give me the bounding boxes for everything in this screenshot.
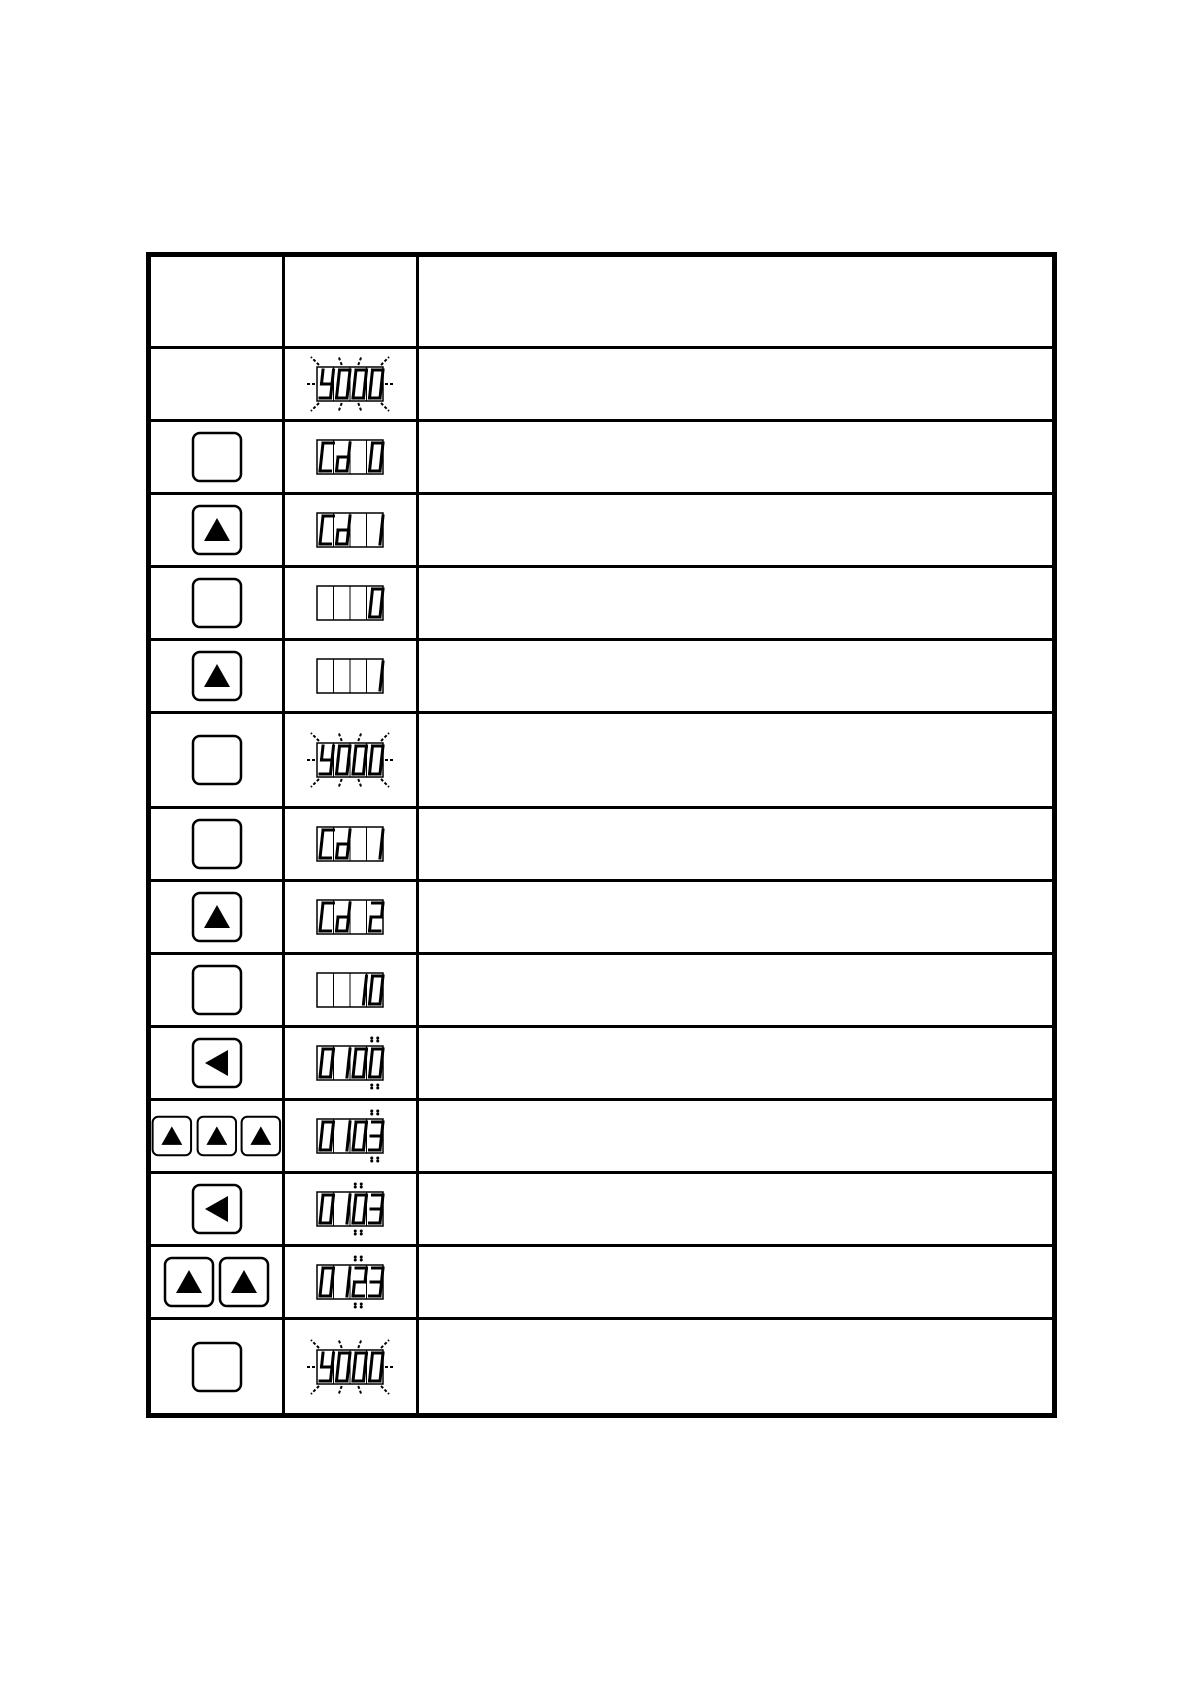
key-cell	[149, 494, 284, 567]
lcd-segment	[353, 1367, 355, 1381]
key-sequence	[151, 1341, 282, 1393]
up-arrow-key-icon	[218, 1256, 270, 1308]
lcd-segment	[365, 1195, 367, 1209]
lcd-segment	[320, 530, 322, 544]
lcd-segment	[365, 370, 367, 384]
digit-cursor-dot	[370, 1037, 373, 1040]
lcd-segment	[369, 603, 371, 617]
lcd-segment	[321, 746, 323, 760]
table-row	[149, 1246, 1055, 1319]
table-row	[149, 494, 1055, 567]
digit-cursor-dot	[359, 1230, 362, 1233]
blink-ray	[338, 1386, 341, 1394]
display-cell	[284, 1173, 418, 1246]
lcd-segment	[320, 1282, 322, 1296]
lcd-segment	[380, 990, 382, 1004]
key-cell	[149, 1319, 284, 1416]
procedure-table	[146, 252, 1057, 1418]
lcd-segment	[320, 1136, 322, 1150]
lcd-display	[303, 955, 399, 1025]
table-row	[149, 640, 1055, 713]
digit-cursor-dot	[376, 1110, 379, 1113]
lcd-segment	[320, 917, 322, 931]
lcd-segment	[381, 1195, 383, 1209]
lcd-segment	[380, 760, 382, 774]
blink-ray	[311, 733, 319, 741]
lcd-segment	[321, 1122, 323, 1136]
lcd-display	[303, 641, 399, 711]
lcd-segment	[365, 1122, 367, 1136]
table-row	[149, 1100, 1055, 1173]
lcd-segment	[320, 1063, 322, 1077]
digit-cursor-dot	[359, 1303, 362, 1306]
digit-cursor-dot	[370, 1087, 373, 1090]
lcd-segment	[338, 746, 340, 760]
digit-cursor-dot	[376, 1113, 379, 1116]
description-cell	[418, 713, 1055, 808]
lcd-segment	[381, 746, 383, 760]
lcd-segment	[380, 1282, 382, 1296]
lcd-segment	[321, 370, 323, 384]
lcd-segment	[348, 746, 350, 760]
digit-cursor-dot	[376, 1087, 379, 1090]
lcd-display	[303, 495, 399, 565]
lcd-segment	[320, 1209, 322, 1223]
display-cell	[284, 1027, 418, 1100]
lcd-display	[303, 725, 399, 795]
lcd-segment	[353, 760, 355, 774]
digit-cursor-dot	[376, 1157, 379, 1160]
display-cell	[284, 494, 418, 567]
lcd-segment	[365, 746, 367, 760]
lcd-segment	[332, 1195, 334, 1209]
display-cell	[284, 348, 418, 421]
digit-cursor-dot	[359, 1256, 362, 1259]
lcd-segment	[381, 1122, 383, 1136]
description-cell	[418, 640, 1055, 713]
key-cell	[149, 255, 284, 348]
lcd-segment	[371, 1353, 373, 1367]
lcd-segment	[353, 1136, 355, 1150]
lcd-segment	[363, 384, 365, 398]
lcd-segment	[354, 370, 356, 384]
lcd-segment	[332, 1122, 334, 1136]
lcd-segment	[347, 917, 349, 931]
blink-ray	[358, 403, 361, 411]
blank-key-icon	[191, 577, 243, 629]
lcd-segment	[348, 443, 350, 457]
key-cell	[149, 1027, 284, 1100]
table-row	[149, 567, 1055, 640]
lcd-segment	[348, 1268, 350, 1282]
key-sequence	[151, 1256, 282, 1308]
lcd-segment	[365, 1353, 367, 1367]
description-cell	[418, 1100, 1055, 1173]
digit-cursor-dot	[376, 1084, 379, 1087]
lcd-segment	[354, 1122, 356, 1136]
description-cell	[418, 1246, 1055, 1319]
lcd-segment	[365, 976, 367, 990]
blink-ray	[381, 779, 389, 787]
lcd-segment	[338, 370, 340, 384]
lcd-segment	[380, 844, 382, 858]
digit-cursor-dot	[359, 1259, 362, 1262]
lcd-segment	[320, 844, 322, 858]
left-arrow-key-icon	[191, 1037, 243, 1089]
key-sequence	[151, 818, 282, 870]
key-sequence	[151, 964, 282, 1016]
description-cell	[418, 1173, 1055, 1246]
lcd-segment	[381, 370, 383, 384]
lcd-segment	[380, 1209, 382, 1223]
digit-cursor-dot	[370, 1160, 373, 1163]
blank-key-icon	[191, 964, 243, 1016]
table-row	[149, 954, 1055, 1027]
lcd-display	[303, 1332, 399, 1402]
lcd-display	[303, 882, 399, 952]
lcd-segment	[381, 662, 383, 676]
key-cell	[149, 1100, 284, 1173]
lcd-segment	[354, 1353, 356, 1367]
lcd-segment	[330, 1209, 332, 1223]
lcd-segment	[347, 1282, 349, 1296]
up-arrow-key-icon	[151, 1110, 193, 1162]
table-row	[149, 881, 1055, 954]
description-cell	[418, 808, 1055, 881]
blink-ray	[311, 403, 319, 411]
display-cell	[284, 640, 418, 713]
lcd-segment	[380, 1136, 382, 1150]
key-sequence	[151, 1183, 282, 1235]
up-arrow-key-icon	[191, 891, 243, 943]
key-cell	[149, 1246, 284, 1319]
lcd-segment	[365, 1268, 367, 1282]
digit-cursor-dot	[353, 1303, 356, 1306]
digit-cursor-dot	[353, 1186, 356, 1189]
blank-key-icon	[191, 431, 243, 483]
up-arrow-key-icon	[191, 650, 243, 702]
display-cell	[284, 713, 418, 808]
digit-cursor-dot	[359, 1306, 362, 1309]
table-row	[149, 1027, 1055, 1100]
lcd-segment	[354, 1195, 356, 1209]
blink-ray	[381, 733, 389, 741]
table-row	[149, 348, 1055, 421]
blink-ray	[311, 779, 319, 787]
lcd-segment	[330, 1136, 332, 1150]
lcd-segment	[363, 760, 365, 774]
blink-ray	[381, 1340, 389, 1348]
lcd-segment	[347, 1367, 349, 1381]
key-sequence	[151, 1037, 282, 1089]
digit-cursor-dot	[376, 1040, 379, 1043]
digit-cursor-dot	[359, 1183, 362, 1186]
lcd-display	[303, 568, 399, 638]
key-sequence	[151, 891, 282, 943]
blank-key-icon	[191, 1341, 243, 1393]
lcd-segment	[369, 917, 371, 931]
digit-cursor-dot	[376, 1037, 379, 1040]
lcd-segment	[371, 746, 373, 760]
blink-ray	[311, 357, 319, 365]
description-cell	[418, 1027, 1055, 1100]
lcd-segment	[353, 1063, 355, 1077]
lcd-segment	[336, 457, 338, 471]
blink-ray	[338, 1340, 341, 1348]
lcd-segment	[369, 1367, 371, 1381]
blink-ray	[381, 357, 389, 365]
digit-cursor-dot	[353, 1230, 356, 1233]
blink-ray	[358, 779, 361, 787]
lcd-segment	[332, 746, 334, 760]
lcd-segment	[369, 990, 371, 1004]
blink-ray	[338, 733, 341, 741]
description-cell	[418, 1319, 1055, 1416]
lcd-segment	[353, 1282, 355, 1296]
lcd-segment	[330, 384, 332, 398]
lcd-segment	[332, 1353, 334, 1367]
lcd-segment	[347, 760, 349, 774]
lcd-segment	[363, 1367, 365, 1381]
up-arrow-key-icon	[240, 1110, 282, 1162]
blink-ray	[311, 1340, 319, 1348]
lcd-segment	[347, 844, 349, 858]
lcd-segment	[330, 1282, 332, 1296]
lcd-segment	[369, 457, 371, 471]
lcd-segment	[332, 370, 334, 384]
digit-cursor-dot	[370, 1040, 373, 1043]
lcd-segment	[348, 1049, 350, 1063]
blink-ray	[338, 403, 341, 411]
key-sequence	[151, 1110, 282, 1162]
lcd-segment	[371, 443, 373, 457]
lcd-segment	[380, 1367, 382, 1381]
lcd-segment	[353, 1209, 355, 1223]
key-cell	[149, 421, 284, 494]
table-row	[149, 1173, 1055, 1246]
lcd-segment	[380, 530, 382, 544]
lcd-segment	[321, 1049, 323, 1063]
lcd-segment	[380, 603, 382, 617]
lcd-segment	[336, 1367, 338, 1381]
lcd-segment	[347, 1209, 349, 1223]
table-header-row	[149, 255, 1055, 348]
lcd-display	[303, 1247, 399, 1317]
description-cell	[418, 421, 1055, 494]
lcd-segment	[354, 746, 356, 760]
lcd-segment	[321, 1268, 323, 1282]
digit-cursor-dot	[376, 1160, 379, 1163]
lcd-segment	[363, 990, 365, 1004]
lcd-segment	[380, 676, 382, 690]
lcd-segment	[380, 384, 382, 398]
digit-cursor-dot	[370, 1157, 373, 1160]
key-sequence	[151, 431, 282, 483]
key-sequence	[151, 504, 282, 556]
lcd-segment	[347, 1063, 349, 1077]
lcd-segment	[336, 384, 338, 398]
lcd-segment	[348, 830, 350, 844]
blink-ray	[311, 1386, 319, 1394]
lcd-segment	[321, 1195, 323, 1209]
lcd-segment	[348, 1353, 350, 1367]
key-sequence	[151, 577, 282, 629]
lcd-segment	[347, 384, 349, 398]
display-cell	[284, 1100, 418, 1173]
digit-cursor-dot	[353, 1306, 356, 1309]
display-cell	[284, 255, 418, 348]
lcd-segment	[336, 917, 338, 931]
digit-cursor-dot	[370, 1110, 373, 1113]
digit-cursor-dot	[353, 1183, 356, 1186]
lcd-segment	[381, 443, 383, 457]
table-row	[149, 1319, 1055, 1416]
blink-ray	[358, 357, 361, 365]
lcd-display	[303, 1028, 399, 1098]
description-cell	[418, 494, 1055, 567]
lcd-segment	[381, 1049, 383, 1063]
table-row	[149, 808, 1055, 881]
blink-ray	[338, 779, 341, 787]
display-cell	[284, 808, 418, 881]
lcd-segment	[381, 589, 383, 603]
lcd-segment	[330, 1367, 332, 1381]
lcd-segment	[348, 1122, 350, 1136]
lcd-segment	[336, 844, 338, 858]
blink-ray	[338, 357, 341, 365]
description-cell	[418, 881, 1055, 954]
display-cell	[284, 421, 418, 494]
description-cell	[418, 348, 1055, 421]
lcd-segment	[369, 760, 371, 774]
display-cell	[284, 1319, 418, 1416]
key-cell	[149, 640, 284, 713]
lcd-segment	[381, 516, 383, 530]
display-cell	[284, 881, 418, 954]
lcd-segment	[381, 903, 383, 917]
lcd-segment	[363, 1209, 365, 1223]
lcd-segment	[380, 1063, 382, 1077]
lcd-display	[303, 1101, 399, 1171]
lcd-segment	[381, 1268, 383, 1282]
blink-ray	[358, 1386, 361, 1394]
lcd-display	[303, 809, 399, 879]
lcd-segment	[380, 457, 382, 471]
blink-ray	[381, 1386, 389, 1394]
lcd-segment	[330, 760, 332, 774]
digit-cursor-dot	[359, 1233, 362, 1236]
up-arrow-key-icon	[163, 1256, 215, 1308]
display-cell	[284, 567, 418, 640]
lcd-segment	[381, 1353, 383, 1367]
lcd-segment	[363, 1063, 365, 1077]
description-cell	[418, 255, 1055, 348]
key-sequence	[151, 734, 282, 786]
lcd-segment	[347, 530, 349, 544]
key-cell	[149, 713, 284, 808]
lcd-segment	[353, 384, 355, 398]
lcd-segment	[347, 457, 349, 471]
digit-cursor-dot	[370, 1084, 373, 1087]
lcd-segment	[321, 443, 323, 457]
lcd-segment	[369, 1063, 371, 1077]
lcd-segment	[381, 830, 383, 844]
display-cell	[284, 1246, 418, 1319]
lcd-segment	[338, 1353, 340, 1367]
left-arrow-key-icon	[191, 1183, 243, 1235]
lcd-display	[303, 349, 399, 419]
lcd-segment	[336, 530, 338, 544]
lcd-segment	[371, 370, 373, 384]
key-sequence	[151, 650, 282, 702]
key-cell	[149, 348, 284, 421]
lcd-segment	[348, 516, 350, 530]
lcd-segment	[369, 384, 371, 398]
blink-ray	[358, 733, 361, 741]
lcd-segment	[332, 1268, 334, 1282]
lcd-segment	[336, 760, 338, 774]
lcd-segment	[321, 830, 323, 844]
blank-key-icon	[191, 734, 243, 786]
lcd-segment	[354, 1049, 356, 1063]
digit-cursor-dot	[353, 1259, 356, 1262]
lcd-segment	[348, 370, 350, 384]
display-cell	[284, 954, 418, 1027]
key-cell	[149, 567, 284, 640]
lcd-segment	[321, 516, 323, 530]
lcd-segment	[321, 903, 323, 917]
up-arrow-key-icon	[191, 504, 243, 556]
blink-ray	[358, 1340, 361, 1348]
lcd-segment	[371, 1049, 373, 1063]
lcd-segment	[371, 589, 373, 603]
lcd-segment	[347, 1136, 349, 1150]
lcd-segment	[320, 457, 322, 471]
blank-key-icon	[191, 818, 243, 870]
lcd-segment	[381, 976, 383, 990]
lcd-segment	[363, 1136, 365, 1150]
description-cell	[418, 954, 1055, 1027]
digit-cursor-dot	[353, 1233, 356, 1236]
lcd-segment	[330, 1063, 332, 1077]
digit-cursor-dot	[359, 1186, 362, 1189]
key-cell	[149, 954, 284, 1027]
lcd-segment	[321, 1353, 323, 1367]
lcd-segment	[371, 976, 373, 990]
digit-cursor-dot	[353, 1256, 356, 1259]
lcd-segment	[348, 1195, 350, 1209]
lcd-segment	[348, 903, 350, 917]
key-cell	[149, 881, 284, 954]
lcd-segment	[365, 1049, 367, 1063]
table-row	[149, 421, 1055, 494]
digit-cursor-dot	[370, 1113, 373, 1116]
up-arrow-key-icon	[196, 1110, 238, 1162]
lcd-segment	[332, 1049, 334, 1063]
key-cell	[149, 808, 284, 881]
description-cell	[418, 567, 1055, 640]
blink-ray	[381, 403, 389, 411]
lcd-display	[303, 1174, 399, 1244]
key-cell	[149, 1173, 284, 1246]
lcd-display	[303, 422, 399, 492]
table-row	[149, 713, 1055, 808]
